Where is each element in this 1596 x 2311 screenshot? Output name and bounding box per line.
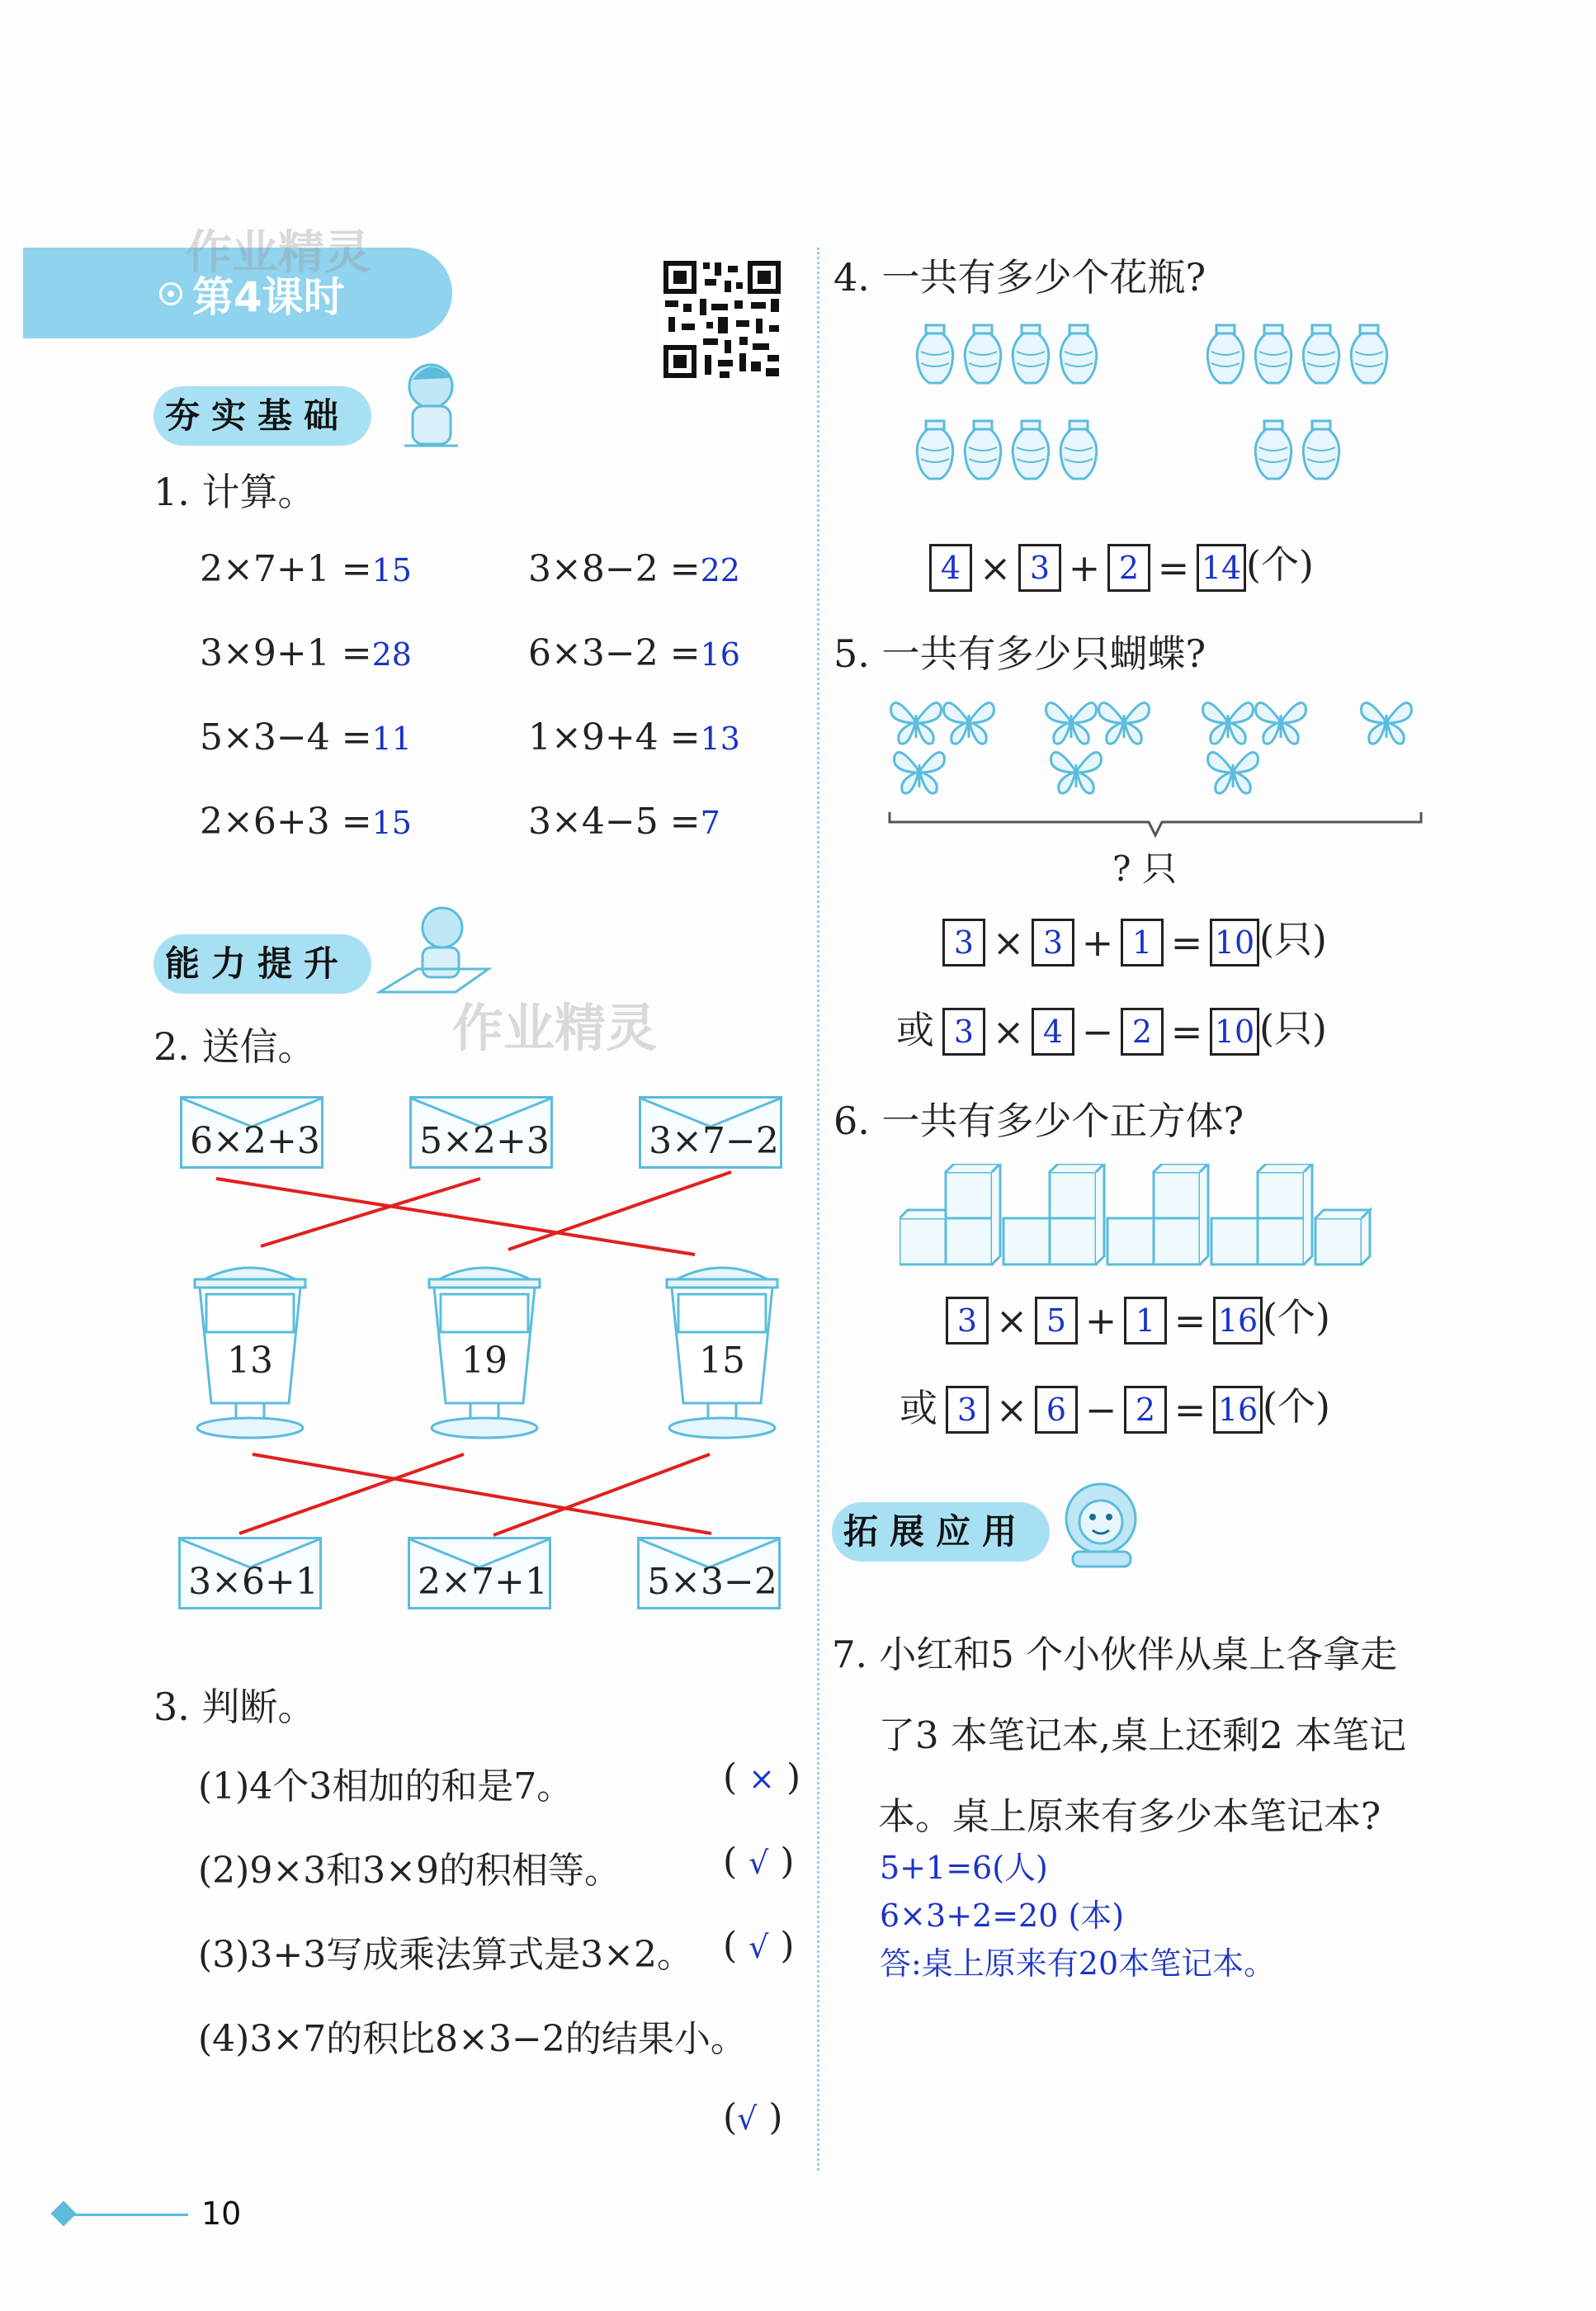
q6-title: 6. 一共有多少个正方体? xyxy=(833,1099,1244,1143)
or-label: 或 xyxy=(896,1008,934,1052)
watermark: 作业精灵 xyxy=(452,998,658,1058)
section-extension: 拓展应用 xyxy=(832,1502,1050,1562)
judge-answer: ( × ) xyxy=(723,1756,801,1798)
brace-icon xyxy=(888,811,1423,840)
brace-label: ? 只 xyxy=(1112,848,1177,889)
q5-equation-alt: 3 × 4 − 2 = 10 (只) xyxy=(942,999,1327,1056)
envelope: 2×7+1 xyxy=(408,1537,551,1609)
q7-solution-step2: 6×3+2=20 (本) xyxy=(880,1897,1125,1934)
mailbox: 13 xyxy=(188,1261,312,1443)
judge-answer: (√ ) xyxy=(723,2096,783,2139)
envelope: 3×6+1 xyxy=(178,1537,322,1609)
section-basics: 夯实基础 xyxy=(153,386,371,446)
vases-illustration xyxy=(908,317,1436,507)
q1-item: 3×4−5 =7 xyxy=(528,801,720,843)
q7-line3: 本。桌上原来有多少本笔记本? xyxy=(878,1794,1381,1838)
q2-title: 2. 送信。 xyxy=(153,1024,316,1069)
q1-item: 5×3−4 =11 xyxy=(200,716,412,759)
lesson-title: 第4课时 xyxy=(192,273,345,321)
judge-answer: ( √ ) xyxy=(723,1841,795,1883)
judge-item: (4)3×7的积比8×3−2的结果小。 xyxy=(198,2018,747,2060)
q1-item: 1×9+4 =13 xyxy=(528,716,740,759)
q1-item: 2×6+3 =15 xyxy=(200,801,412,843)
mailbox: 15 xyxy=(660,1261,784,1443)
q5-title: 5. 一共有多少只蝴蝶? xyxy=(833,631,1206,676)
q3-title: 3. 判断。 xyxy=(153,1685,316,1729)
q1-item: 2×7+1 =15 xyxy=(200,548,412,590)
or-label: 或 xyxy=(900,1386,937,1430)
judge-item: (3)3+3写成乘法算式是3×2。 xyxy=(198,1934,694,1976)
q7-solution-step1: 5+1=6(人) xyxy=(880,1850,1048,1886)
mailbox: 19 xyxy=(423,1261,546,1443)
q5-equation: 3 × 3 + 1 = 10 (只) xyxy=(942,910,1327,966)
q6-equation: 3 × 5 + 1 = 16 (个) xyxy=(946,1288,1330,1345)
judge-item: (1)4个3相加的和是7。 xyxy=(198,1765,574,1808)
lion-illustration-icon xyxy=(1048,1474,1155,1570)
q4-equation: 4 × 3 + 2 = 14 (个) xyxy=(929,535,1314,592)
q6-equation-alt: 3 × 6 − 2 = 16 (个) xyxy=(946,1377,1330,1434)
q7-line1: 7. 小红和5 个小伙伴从桌上各拿走 xyxy=(832,1633,1398,1676)
butterflies-illustration xyxy=(883,690,1444,806)
envelope: 5×2+3 xyxy=(409,1096,553,1169)
footer-line xyxy=(73,2214,188,2216)
judge-item: (2)9×3和3×9的积相等。 xyxy=(198,1850,621,1892)
q1-item: 3×8−2 =22 xyxy=(528,548,740,590)
envelope: 5×3−2 xyxy=(637,1537,781,1609)
column-divider xyxy=(817,248,819,2171)
section-ability: 能力提升 xyxy=(153,934,371,994)
q4-title: 4. 一共有多少个花瓶? xyxy=(833,255,1206,300)
q1-item: 6×3−2 =16 xyxy=(528,632,740,674)
q1-title: 1. 计算。 xyxy=(153,470,316,514)
q7-line2: 了3 本笔记本,桌上还剩2 本笔记 xyxy=(878,1713,1407,1757)
envelope: 6×2+3 xyxy=(180,1096,323,1169)
watermark: 作业精灵 xyxy=(186,226,371,280)
page-number: 10 xyxy=(201,2195,242,2232)
cubes-illustration xyxy=(900,1164,1411,1271)
envelope: 3×7−2 xyxy=(639,1096,782,1169)
q7-answer: 答:桌上原来有20本笔记本。 xyxy=(880,1945,1276,1982)
judge-answer: ( √ ) xyxy=(723,1925,795,1967)
q1-item: 3×9+1 =28 xyxy=(200,632,412,674)
